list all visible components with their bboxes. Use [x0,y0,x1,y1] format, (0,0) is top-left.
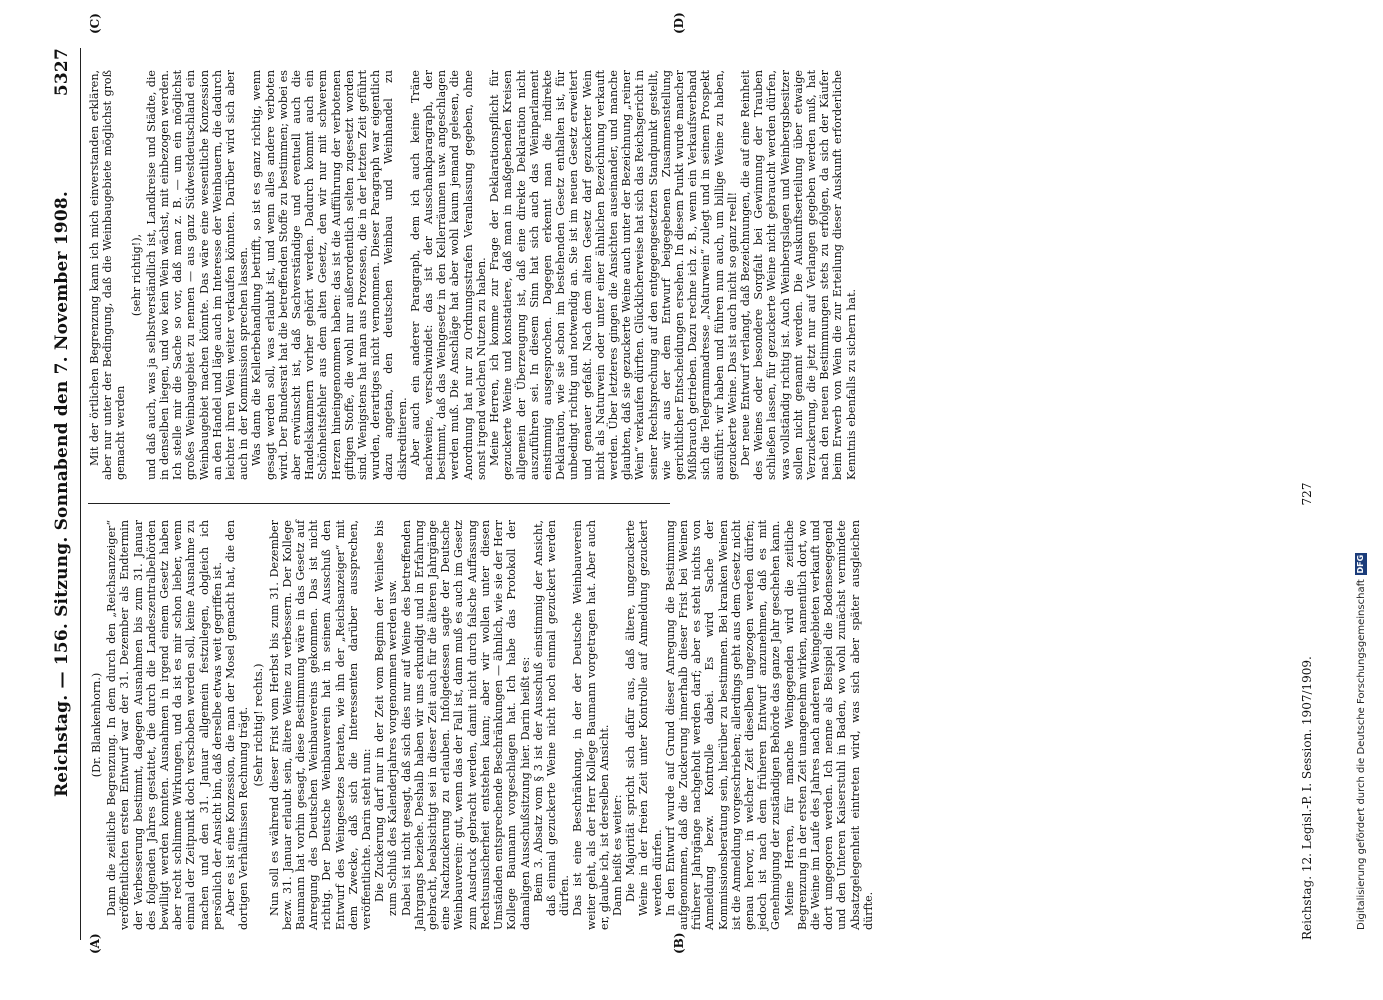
page-number: 5327 [52,48,72,97]
margin-marker-b: (B) [672,932,686,954]
interjection: (Sehr richtig! rechts.) [252,663,266,787]
paragraph: Meine Herren, für manche Weingegenden wird die zeitliche Begrenzung in der ersten Zeit unangenehm wirken, namentlich dort, wo die Weine im Laufe des Jahres nach anderen Weingebieten verkauft und dort umgegoren werden. Ich nenne als Beispiel die Bodenseegegend und den Unteren Kaiserstuhl in Baden, wo wohl zunächst vermindete Absatzgelegenheit eintreten wird, was sich aber später ausgleichen dürfte. [782,520,875,930]
quotation: Beim 3. Absatz vom § 3 ist der Ausschuß einstimmig der Ansicht, daß einmal gezuckerte Weine nicht noch einmal gezuckert werden dürfen. [531,520,572,916]
paragraph: Dabei ist nicht gesagt, daß sich dies nur auf Weine des betreffenden Jahrgangs beziehe. Deshalb haben wir uns erkundigt und in Erfahrung gebracht, beabsichtigt sei in dieser Zeit auch für die älteren Jahrgänge eine Nachzuckerung zu erlauben. Infolgedessen sagte der Deutsche Weinbauverein: gut, wenn das der Fall ist, dann muß es auch im Gesetz zum Ausdruck gebracht werden, damit nicht durch falsche Auffassung Rechtsunsicherheit entstehen kann; aber wir wollen unter diesen Umständen entsprechende Beschränkungen — ähnlich, wie sie der Herr Kollege Baumann vorgeschlagen hat. Ich habe das Protokoll der damaligen Ausschußsitzung hier. Darin heißt es: [399,520,532,930]
quotation: Die Zuckerung darf nur in der Zeit vom Beginn der Weinlese bis zum Schluß des Kalenderjahres vorgenommen werden usw. [373,520,400,916]
paragraph: Der neue Entwurf verlangt, daß Bezeichnungen, die auf eine Reinheit des Weines oder besondere Sorgfalt bei Gewinnung der Trauben schließen lassen, für gezuckerte Weine nicht gebraucht werden dürfen, was vollständig richtig ist. Auch Weinbergslagen und Weinbergsbesitzer sollen nicht genannt werden. Die Auskunftserteilung über etwaige Verzuckerung, die jetzt nur auf Verlangen gegeben werden muß, hat nach den neuen Bestimmungen stets zu erfolgen, da sich der Käufer beim Erwerb von Wein die zur Erteilung dieser Auskunft erforderliche Kenntnis ebenfalls zu sichern hat. [738,70,858,480]
paragraph: Meine Herren, ich komme zur Frage der Deklarationspflicht für gezuckerte Weine und konstatiere, daß man in maßgebenden Kreisen allgemein der Überzeugung ist, daß eine direkte Deklaration nicht auszuführen sei. In diesem Sinn hat sich auch das Weinparlament einstimmig ausgesprochen. Dagegen erkennt man die indirekte Deklaration, wie sie schon im bestehenden Gesetz enthalten ist, für unbedingt richtig und notwendig an. Sie ist im neuen Gesetz erweitert und genauer gefaßt. Nach dem alten Gesetz darf gezuckerter Wein nicht als Naturwein oder unter einer ähnlichen Bezeichnung verkauft werden. Über letzteres gingen die Ansichten auseinander, und manche glaubten, daß sie gezuckerte Weine auch unter der Bezeichnung „reiner Wein“ verkaufen dürften. Glücklicherweise hat sich das Reichsgericht in seiner Rechtsprechung auf den entgegengesetzten Standpunkt gestellt, wie wir aus der dem Entwurf beigegebenen Zusammenstellung gerichtlicher Entscheidungen ersehen. In diesem Punkt wurde mancher Mißbrauch getrieben. Dazu rechne ich z. B., wenn ein Verkaufsverband sich die Telegrammadresse „Naturwein“ zulegt und in seinem Prospekt ausführt: wir haben und führen nun auch, um billige Weine zu haben, gezuckerte Weine. Das ist auch nicht so ganz reell! [488,70,739,480]
header-title: Reichstag. — 156. Sitzung. Sonnabend den 7. November 1908. [52,190,72,798]
paragraph: Was dann die Kellerbehandlung betrifft, so ist es ganz richtig, wenn gesagt werden soll, was erlaubt ist, und wenn alles andere verboten wird. Der Bundesrat hat die betreffenden Stoffe zu bestimmen; wobei es aber erwünscht ist, daß Sachverständige und eventuell auch die Handelskammern vorher gehört werden. Dadurch kommt auch ein Schönheitsfehler aus dem alten Gesetz, den wir nur mit schwerem Herzen hineingenommen haben: das ist die Aufführung der verbotenen giftigen Stoffe, die wohl nur außerordentlich selten zugesetzt worden sind. Wenigstens hat man aus Prozessen, die in der letzten Zeit geführt wurden, derartiges nicht vernommen. Dieser Paragraph war eigentlich dazu angetan, den deutschen Weinbau und Weinhandel zu diskreditieren. [250,70,409,480]
quotation: Die Majorität spricht sich dafür aus, daß ältere, ungezuckerte Weine in der freien Zeit unter Kontrolle auf Anmeldung gezuckert werden dürfen. [624,520,664,916]
dfg-logo: DFG [1356,554,1365,574]
margin-marker-c: (C) [88,13,102,34]
paragraph: Aber es ist eine Konzession, die man der Mosel gemacht hat, die den dortigen Verhältnissen Rechnung trägt. [224,520,251,930]
page-footer [1300,48,1314,940]
interjection: (sehr richtig!), [129,233,143,317]
margin-marker-d: (D) [672,12,686,34]
header-rule [80,48,81,940]
page-header [52,48,76,940]
paragraph: und daß auch, was ja selbstverständlich ist, Landkreise und Städte, die in denselben liegen, und wo kein Wein wächst, mit einbezogen werden. Ich stelle mir die Sache so vor, daß man z. B. — um ein möglichst großes Weinbaugebiet zu nennen — aus ganz Südwestdeutschland ein Weinbaugebiet machen könnte. Das wäre eine wesentliche Konzession an den Handel und läge auch im Interesse der Weinbauern, die dadurch leichter ihren Wein weiter verkaufen könnten. Darüber wird sich aber auch in der Kommission sprechen lassen. [144,70,251,480]
paragraph: In den Entwurf wurde auf Grund dieser Anregung die Bestimmung aufgenommen, daß die Zuckerung innerhalb dieser Frist bei Weinen früherer Jahrgänge nachgeholt werden darf; aber es steht nichts von Anmeldung bezw. Kontrolle dabei. Es wird Sache der Kommissionsberatung sein, hierüber zu bestimmen. Bei kranken Weinen ist die Anmeldung vorgeschrieben; allerdings geht aus dem Gesetz nicht genau hervor, in welcher Zeit dieselben ungezogen werden dürfen; jedoch ist nach dem früheren Entwurf anzunehmen, daß es mit Genehmigung der zuständigen Behörde das ganze Jahr geschehen kann. [663,520,783,930]
paragraph: Dann die zeitliche Begrenzung. In dem durch den „Reichsanzeiger“ veröffentlichten ersten Entwurf war der 31. Dezember als Endtermin der Verbesserung bestimmt, dagegen Ausnahmen bis zum 31. Januar des folgenden Jahres gestattet, die durch die Landeszentralbehörden bewilligt werden konnten. Ausnahmen in irgend einem Gesetz haben aber recht schlimme Wirkungen, und da ist es mir schon lieber, wenn einmal der Zeitpunkt doch verschoben werden soll, keine Ausnahme zu machen und den 31. Januar allgemein festzulegen, obgleich ich persönlich der Ansicht bin, daß derselbe etwas weit gegriffen ist. [105,520,224,930]
footer-sheet-number: 727 [1300,482,1314,506]
left-column [88,520,875,930]
footer-session-info: Reichstag. 12. Legisl.-P. I. Session. 1907/1909. [1300,656,1314,940]
speaker-name: (Dr. Blankenhorn.) [90,672,103,778]
digitization-text: Digitalisierung gefördert durch die Deutsche Forschungsgemeinschaft [1355,579,1367,930]
column-divider [88,503,670,504]
margin-marker-a: (A) [88,933,102,954]
digitization-note [1355,553,1367,930]
right-column [88,70,858,480]
paragraph: Dann heißt es weiter: [610,794,624,916]
paragraph: Das ist eine Beschränkung, in der der Deutsche Weinbauverein weiter geht, als der Herr Kollege Baumann vorgetragen hat. Aber auch er, glaube ich, ist derselben Ansicht. [571,520,611,930]
paragraph: Nun soll es während dieser Frist vom Herbst bis zum 31. Dezember bezw. 31. Januar erlaubt sein, ältere Weine zu verbessern. Der Kollege Baumann hat vorhin gesagt, diese Bestimmung wäre in das Gesetz auf Anregung des Deutschen Weinbauvereins gekommen. Das ist nicht richtig. Der Deutsche Weinbauverein hat in seinem Ausschuß den Entwurf des Weingesetzes beraten, wie ihn der „Reichsanzeiger“ mit dem Zwecke, daß sich die Interessenten darüber aussprechen, veröffentlichte. Darin steht nun: [267,520,374,930]
paragraph: Mit der örtlichen Begrenzung kann ich mich einverstanden erklären, aber nur unter der Bedingung, daß die Weinbaugebiete möglichst groß gemacht werden [88,70,128,480]
paragraph: Aber auch ein anderer Paragraph, dem ich auch keine Träne nachweine, verschwindet: das ist der Ausschankparagraph, der bestimmt, daß das Weingesetz in den Kellerräumen usw. angeschlagen werden muß. Die Anschläge hat aber wohl kaum jemand gelesen, die Anordnung hat nur zu Ordnungsstrafen Veranlassung gegeben, ohne sonst irgend welchen Nutzen zu haben. [408,70,488,480]
